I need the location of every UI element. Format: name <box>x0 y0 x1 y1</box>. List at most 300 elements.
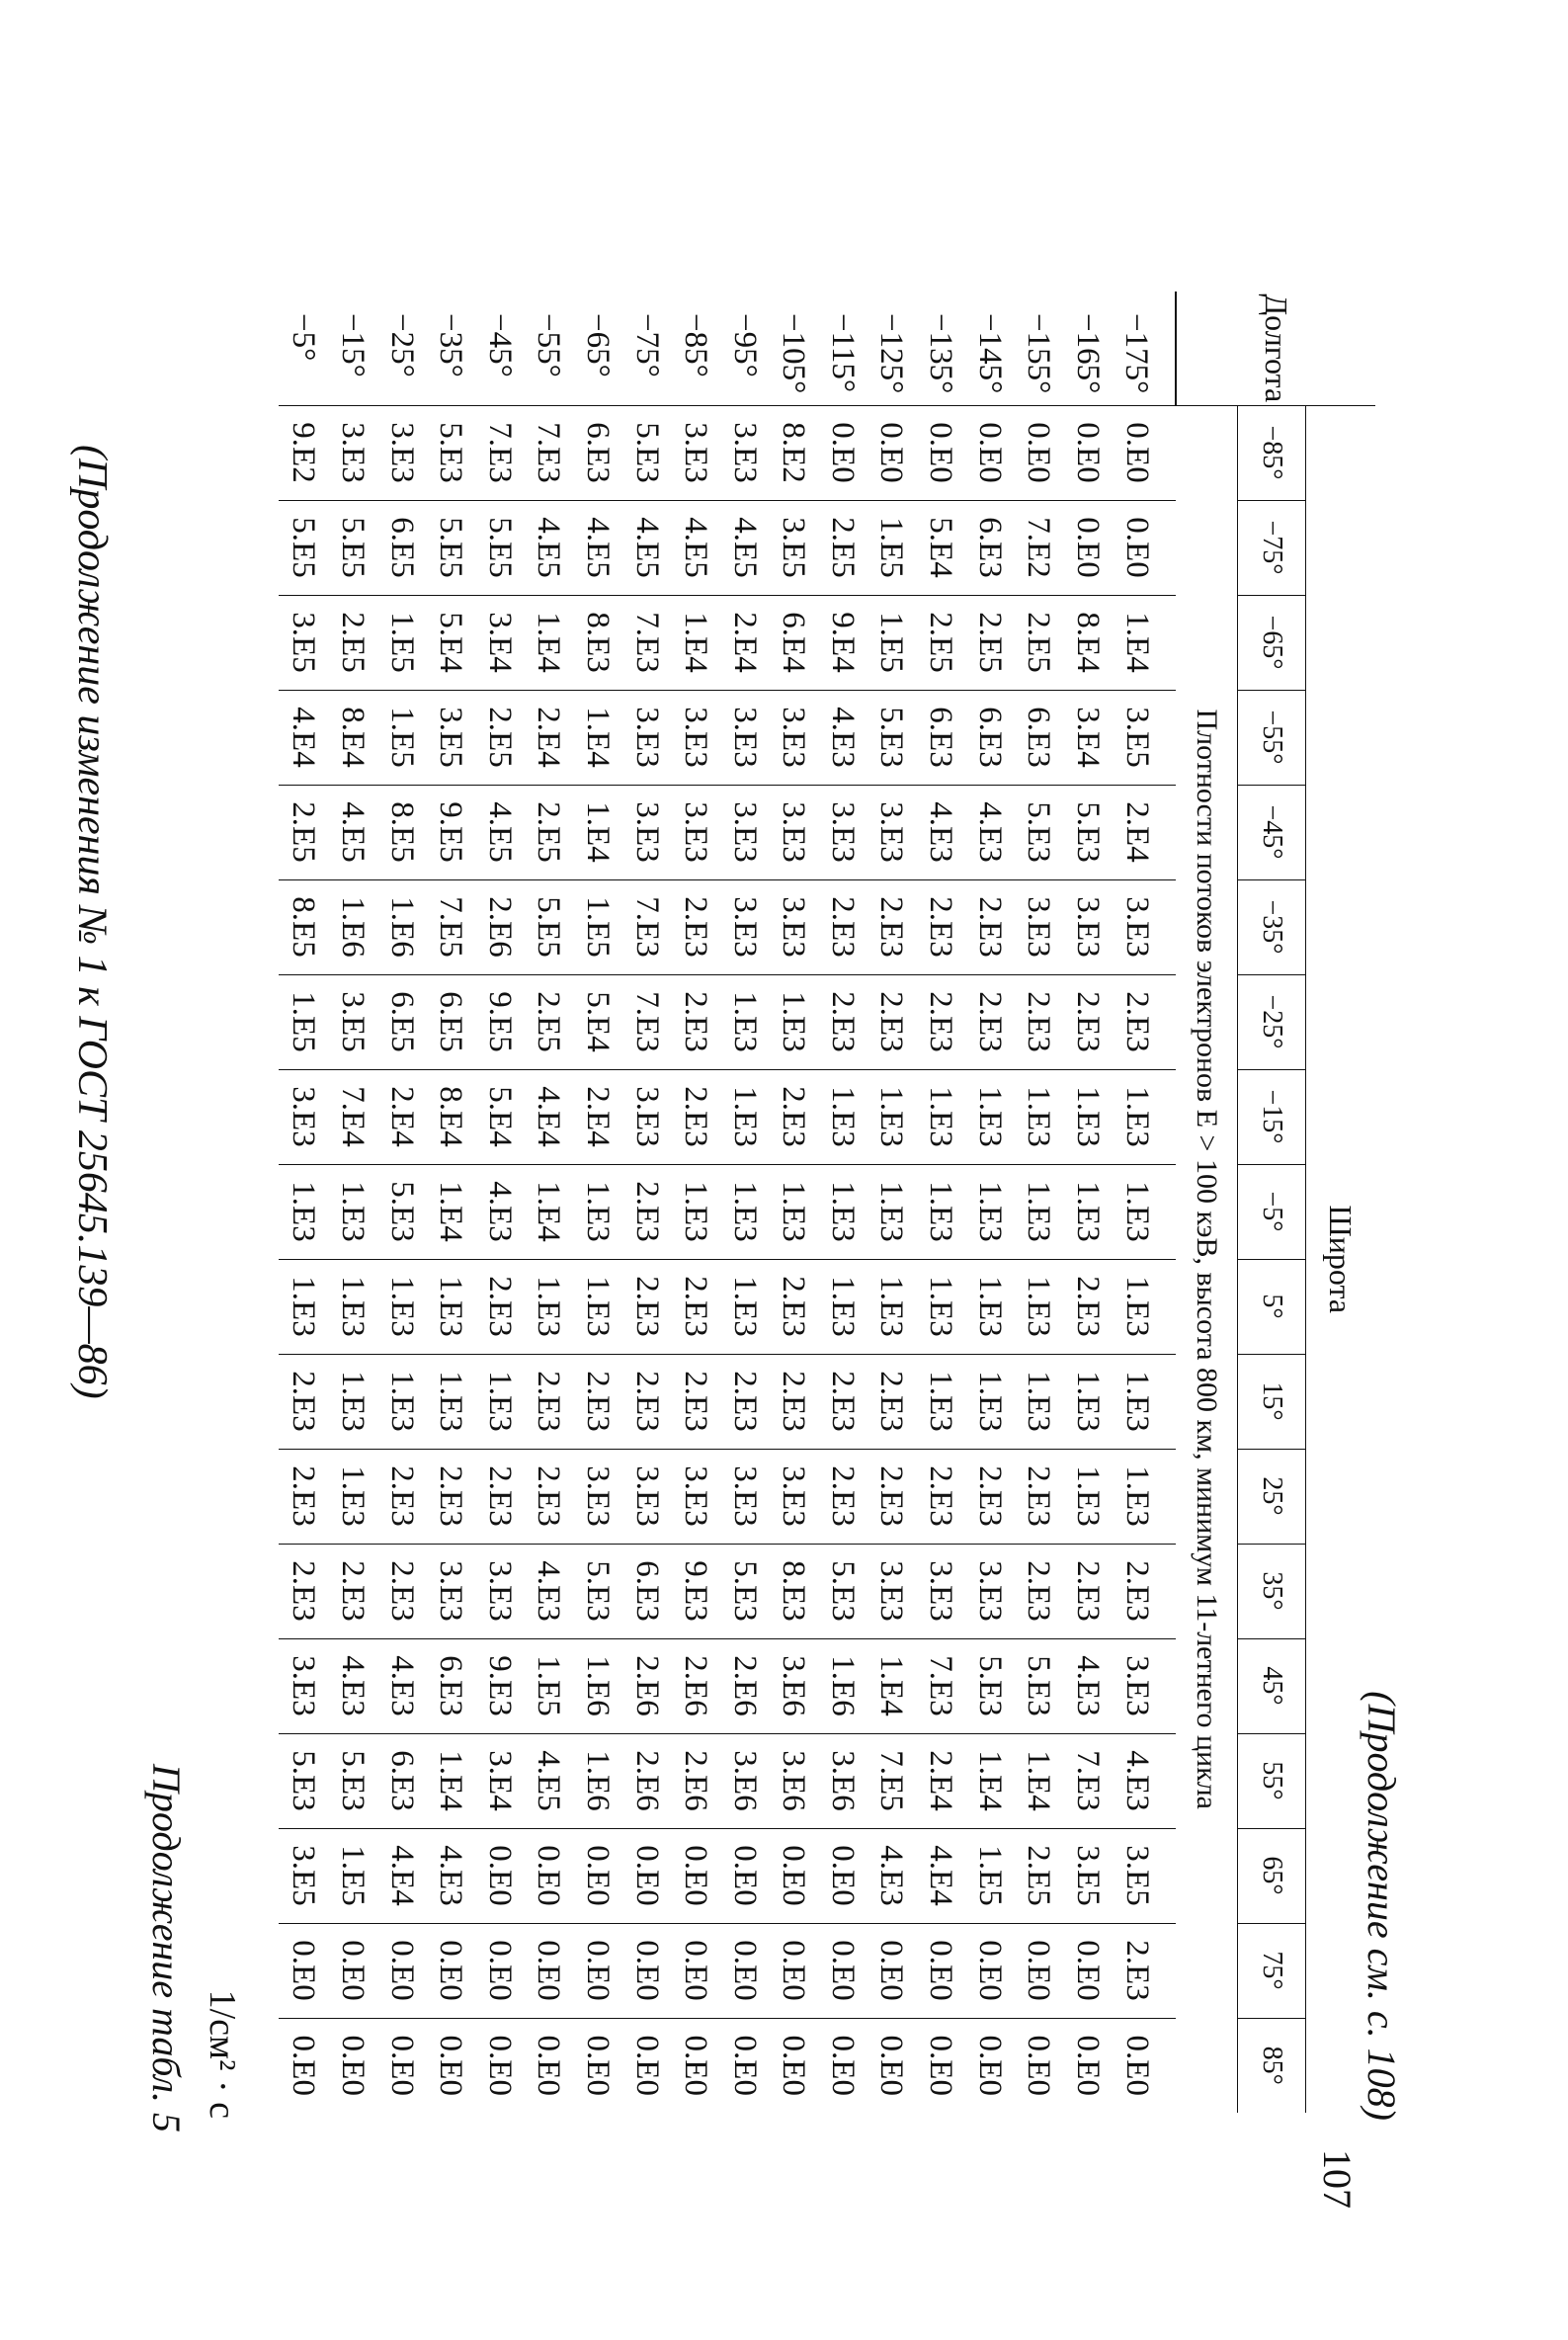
flux-value-cell: 2.E6 <box>719 1638 769 1733</box>
flux-value-cell: 9.E3 <box>671 1544 720 1638</box>
longitude-cell: −15° <box>328 292 377 405</box>
flux-value-cell: 3.E3 <box>1014 879 1063 974</box>
flux-value-cell: 9.E4 <box>818 595 867 690</box>
flux-value-cell: 0.E0 <box>671 1923 720 2018</box>
flux-value-cell: 1.E3 <box>524 1259 573 1354</box>
flux-value-cell: 5.E3 <box>621 405 671 500</box>
flux-value-cell: 5.E4 <box>474 1069 524 1164</box>
flux-value-cell: 4.E4 <box>279 690 328 785</box>
flux-value-cell: 0.E0 <box>1069 2035 1106 2096</box>
flux-value-cell: 1.E3 <box>1014 1069 1063 1164</box>
flux-value-cell: 5.E5 <box>474 500 524 595</box>
latitude-column-header: −35° <box>1238 879 1306 974</box>
flux-value-cell: 1.E3 <box>964 1259 1014 1354</box>
flux-value-cell: 7.E3 <box>524 405 573 500</box>
table-row <box>916 292 965 2113</box>
longitude-cell: −25° <box>376 292 426 405</box>
latitude-header: Широта <box>1306 405 1376 2113</box>
flux-value-cell: 2.E3 <box>376 1449 426 1544</box>
flux-value-cell: 1.E3 <box>279 1259 328 1354</box>
longitude-cell: −75° <box>621 292 671 405</box>
flux-value-cell: 4.E3 <box>916 785 965 879</box>
flux-value-cell: 1.E3 <box>916 1259 965 1354</box>
flux-value-cell: 0.E0 <box>964 405 1014 500</box>
flux-value-cell: 3.E3 <box>719 690 769 785</box>
flux-value-cell: 0.E0 <box>279 1923 328 2018</box>
flux-value-cell: 2.E3 <box>964 1449 1014 1544</box>
flux-value-cell: 2.E3 <box>279 1449 328 1544</box>
flux-value-cell: 3.E5 <box>328 974 377 1069</box>
latitude-column-header: −25° <box>1238 974 1306 1069</box>
flux-value-cell: 2.E3 <box>1014 1544 1063 1638</box>
flux-value-cell: 0.E0 <box>1062 405 1112 500</box>
latitude-column-header: 85° <box>1238 2018 1306 2113</box>
longitude-cell: −85° <box>671 292 720 405</box>
flux-value-cell: 5.E5 <box>426 500 475 595</box>
flux-value-cell: 6.E3 <box>376 1733 426 1828</box>
flux-value-cell: 1.E3 <box>328 1449 377 1544</box>
flux-value-cell: 2.E6 <box>474 879 524 974</box>
flux-value-cell: 8.E3 <box>573 595 622 690</box>
flux-value-cell: 0.E0 <box>286 2035 322 2096</box>
flux-value-cell: 1.E3 <box>719 974 769 1069</box>
flux-value-cell: 0.E0 <box>433 2035 469 2096</box>
flux-value-cell: 1.E3 <box>328 1164 377 1259</box>
flux-value-cell: 0.E0 <box>481 2035 518 2096</box>
flux-value-cell: 9.E3 <box>474 1638 524 1733</box>
flux-value-cell: 0.E0 <box>719 1923 769 2018</box>
flux-value-cell: 2.E3 <box>1112 974 1176 1069</box>
flux-value-cell: 3.E3 <box>671 1449 720 1544</box>
flux-value-cell: 4.E5 <box>524 1733 573 1828</box>
flux-value-cell: 5.E3 <box>964 1638 1014 1733</box>
longitude-cell: −35° <box>426 292 475 405</box>
flux-value-cell: 0.E0 <box>1062 500 1112 595</box>
flux-value-cell: 5.E3 <box>279 1733 328 1828</box>
flux-value-cell: 2.E3 <box>1062 1544 1112 1638</box>
latitude-column-header: 75° <box>1238 1923 1306 2018</box>
flux-value-cell: 4.E5 <box>328 785 377 879</box>
flux-value-cell: 1.E6 <box>573 1733 622 1828</box>
flux-value-cell: 3.E3 <box>671 405 720 500</box>
flux-value-cell: 4.E3 <box>1062 1638 1112 1733</box>
flux-value-cell: 2.E5 <box>1014 595 1063 690</box>
latitude-column-header: −5° <box>1238 1164 1306 1259</box>
flux-value-cell: 7.E3 <box>474 405 524 500</box>
flux-value-cell: 0.E0 <box>1062 1923 1112 2018</box>
flux-value-cell: 1.E5 <box>964 1828 1014 1923</box>
flux-value-cell: 0.E0 <box>621 1828 671 1923</box>
flux-value-cell: 5.E3 <box>867 690 916 785</box>
flux-value-cell: 0.E0 <box>818 1923 867 2018</box>
flux-value-cell: 0.E0 <box>383 2035 420 2096</box>
flux-value-cell: 4.E3 <box>376 1638 426 1733</box>
flux-value-cell: 2.E4 <box>719 595 769 690</box>
flux-value-cell: 2.E3 <box>769 1259 818 1354</box>
flux-value-cell: 2.E3 <box>279 1354 328 1449</box>
table-row <box>964 292 1014 2113</box>
flux-value-cell: 1.E3 <box>279 1164 328 1259</box>
longitude-cell: −135° <box>916 292 965 405</box>
table-row <box>474 292 524 2113</box>
flux-value-cell: 1.E6 <box>818 1638 867 1733</box>
flux-value-cell: 6.E5 <box>426 974 475 1069</box>
flux-value-cell: 1.E5 <box>524 1638 573 1733</box>
page-number: 107 <box>1315 2149 1360 2209</box>
flux-value-cell: 7.E4 <box>328 1069 377 1164</box>
table-row <box>1014 292 1063 2113</box>
flux-value-cell: 3.E6 <box>719 1733 769 1828</box>
flux-value-cell: 4.E3 <box>328 1638 377 1733</box>
flux-value-cell: 0.E0 <box>621 1923 671 2018</box>
table-row <box>867 292 916 2113</box>
flux-value-cell: 1.E4 <box>524 595 573 690</box>
flux-value-cell: 0.E0 <box>678 2035 714 2096</box>
flux-value-cell: 7.E5 <box>867 1733 916 1828</box>
flux-value-cell: 2.E3 <box>1112 1923 1176 2018</box>
flux-value-cell: 1.E5 <box>376 690 426 785</box>
flux-value-cell: 2.E3 <box>867 879 916 974</box>
flux-value-cell: 2.E3 <box>573 1354 622 1449</box>
flux-value-cell: 0.E0 <box>1014 1923 1063 2018</box>
flux-value-cell: 6.E5 <box>376 974 426 1069</box>
flux-value-cell: 4.E3 <box>474 1164 524 1259</box>
flux-value-cell: 6.E3 <box>964 500 1014 595</box>
flux-value-cell: 6.E3 <box>964 690 1014 785</box>
flux-value-cell: 8.E3 <box>769 1544 818 1638</box>
flux-value-cell: 5.E5 <box>279 500 328 595</box>
flux-value-cell: 1.E3 <box>719 1069 769 1164</box>
flux-value-cell: 0.E0 <box>916 1923 965 2018</box>
flux-value-cell: 1.E3 <box>867 1069 916 1164</box>
longitude-cell: −145° <box>964 292 1014 405</box>
flux-value-cell: 3.E3 <box>279 1638 328 1733</box>
latitude-column-header: −55° <box>1238 690 1306 785</box>
flux-value-cell: 0.E0 <box>726 2035 763 2096</box>
flux-value-cell: 3.E5 <box>279 1828 328 1923</box>
latitude-column-header: 55° <box>1238 1733 1306 1828</box>
flux-value-cell: 2.E4 <box>1112 785 1176 879</box>
flux-value-cell: 0.E0 <box>769 1923 818 2018</box>
flux-value-cell: 8.E5 <box>279 879 328 974</box>
flux-value-cell: 3.E3 <box>1112 1638 1176 1733</box>
flux-value-cell: 0.E0 <box>474 1923 524 2018</box>
flux-value-cell: 3.E3 <box>621 1069 671 1164</box>
longitude-cell: −5° <box>279 292 328 405</box>
flux-value-cell: 0.E0 <box>1112 500 1176 595</box>
flux-value-cell: 1.E3 <box>1112 1164 1176 1259</box>
flux-value-cell: 2.E3 <box>916 879 965 974</box>
flux-value-cell: 2.E3 <box>818 974 867 1069</box>
flux-value-cell: 4.E4 <box>916 1828 965 1923</box>
flux-value-cell: 1.E3 <box>1062 1354 1112 1449</box>
flux-value-cell: 2.E3 <box>818 1449 867 1544</box>
table-row <box>1062 292 1112 2113</box>
flux-value-cell: 1.E3 <box>964 1354 1014 1449</box>
flux-value-cell: 1.E3 <box>474 1354 524 1449</box>
flux-value-cell: 0.E0 <box>328 1923 377 2018</box>
flux-value-cell: 6.E3 <box>621 1544 671 1638</box>
flux-value-cell: 2.E5 <box>279 785 328 879</box>
units-label: 1/см² · с <box>202 1989 243 2119</box>
flux-value-cell: 2.E3 <box>621 1354 671 1449</box>
latitude-column-header: 45° <box>1238 1638 1306 1733</box>
flux-value-cell: 3.E3 <box>719 785 769 879</box>
flux-value-cell: 3.E5 <box>426 690 475 785</box>
flux-value-cell: 4.E3 <box>818 690 867 785</box>
flux-value-cell: 1.E3 <box>426 1354 475 1449</box>
flux-value-cell: 2.E3 <box>867 1354 916 1449</box>
flux-value-cell: 2.E3 <box>328 1544 377 1638</box>
flux-value-cell: 2.E3 <box>1014 1449 1063 1544</box>
flux-value-cell: 1.E3 <box>964 1164 1014 1259</box>
flux-value-cell: 1.E3 <box>769 1164 818 1259</box>
flux-value-cell: 2.E3 <box>867 1449 916 1544</box>
flux-value-cell: 2.E3 <box>621 1164 671 1259</box>
flux-value-cell: 1.E3 <box>1112 1449 1176 1544</box>
flux-value-cell: 1.E5 <box>376 595 426 690</box>
flux-value-cell: 5.E3 <box>818 1544 867 1638</box>
flux-value-cell: 1.E3 <box>916 1069 965 1164</box>
flux-value-cell: 1.E3 <box>719 1164 769 1259</box>
flux-value-cell: 2.E3 <box>1112 1544 1176 1638</box>
flux-value-cell: 3.E5 <box>1112 1828 1176 1923</box>
longitude-cell: −125° <box>867 292 916 405</box>
longitude-cell: −65° <box>573 292 622 405</box>
flux-value-cell: 8.E4 <box>1062 595 1112 690</box>
flux-value-cell: 3.E3 <box>671 690 720 785</box>
longitude-cell: −175° <box>1112 292 1176 405</box>
flux-value-cell: 2.E3 <box>474 1259 524 1354</box>
flux-value-cell: 1.E3 <box>769 974 818 1069</box>
flux-value-cell: 1.E4 <box>964 1733 1014 1828</box>
flux-value-cell: 2.E4 <box>916 1733 965 1828</box>
longitude-cell: −115° <box>818 292 867 405</box>
flux-value-cell: 5.E3 <box>328 1733 377 1828</box>
flux-value-cell: 4.E4 <box>524 1069 573 1164</box>
flux-value-cell: 4.E4 <box>376 1828 426 1923</box>
flux-value-cell: 2.E3 <box>719 1354 769 1449</box>
flux-value-cell: 1.E3 <box>1062 1164 1112 1259</box>
flux-value-cell: 5.E5 <box>524 879 573 974</box>
flux-value-cell: 1.E3 <box>916 1164 965 1259</box>
flux-value-cell: 2.E3 <box>426 1449 475 1544</box>
flux-value-cell: 6.E3 <box>916 690 965 785</box>
flux-value-cell: 7.E3 <box>1062 1733 1112 1828</box>
flux-value-cell: 1.E4 <box>573 785 622 879</box>
flux-value-cell: 5.E3 <box>719 1544 769 1638</box>
flux-value-cell: 3.E3 <box>426 1544 475 1638</box>
longitude-cell: −105° <box>769 292 818 405</box>
flux-value-cell: 3.E5 <box>279 595 328 690</box>
flux-value-cell: 1.E3 <box>1014 1164 1063 1259</box>
flux-value-cell: 1.E3 <box>671 1164 720 1259</box>
flux-value-cell: 3.E4 <box>474 595 524 690</box>
flux-value-cell: 6.E3 <box>426 1638 475 1733</box>
flux-value-cell: 1.E5 <box>328 1828 377 1923</box>
latitude-columns-row <box>1238 292 1306 2113</box>
flux-value-cell: 3.E3 <box>474 1544 524 1638</box>
flux-value-cell: 5.E3 <box>573 1544 622 1638</box>
latitude-column-header: −15° <box>1238 1069 1306 1164</box>
flux-value-cell: 6.E3 <box>573 405 622 500</box>
flux-value-cell: 7.E3 <box>621 974 671 1069</box>
longitude-cell: −55° <box>524 292 573 405</box>
flux-value-cell: 3.E4 <box>1062 690 1112 785</box>
flux-value-cell: 5.E4 <box>426 595 475 690</box>
flux-value-cell: 2.E3 <box>964 974 1014 1069</box>
flux-value-cell: 5.E4 <box>916 500 965 595</box>
table-body <box>279 292 1176 2113</box>
flux-value-cell: 9.E5 <box>474 974 524 1069</box>
flux-value-cell: 5.E3 <box>426 405 475 500</box>
flux-value-cell: 3.E3 <box>719 879 769 974</box>
flux-value-cell: 1.E3 <box>916 1354 965 1449</box>
latitude-column-header: −65° <box>1238 595 1306 690</box>
flux-value-cell: 3.E5 <box>1112 690 1176 785</box>
flux-value-cell: 4.E3 <box>964 785 1014 879</box>
latitude-column-header: −75° <box>1238 500 1306 595</box>
flux-value-cell: 0.E0 <box>867 1923 916 2018</box>
flux-value-cell: 1.E3 <box>818 1164 867 1259</box>
table-row <box>719 292 769 2113</box>
flux-value-cell: 3.E4 <box>474 1733 524 1828</box>
flux-value-cell: 2.E3 <box>474 1449 524 1544</box>
flux-value-cell: 8.E2 <box>769 405 818 500</box>
flux-value-cell: 0.E0 <box>873 2035 910 2096</box>
flux-value-cell: 1.E5 <box>573 879 622 974</box>
flux-value-cell: 1.E3 <box>818 1069 867 1164</box>
flux-value-cell: 3.E3 <box>621 690 671 785</box>
flux-value-cell: 3.E3 <box>719 405 769 500</box>
flux-value-cell: 3.E3 <box>769 879 818 974</box>
flux-value-cell: 0.E0 <box>628 2035 665 2096</box>
flux-value-cell: 1.E6 <box>573 1638 622 1733</box>
flux-value-cell: 1.E3 <box>376 1259 426 1354</box>
flux-value-cell: 2.E5 <box>328 595 377 690</box>
flux-value-cell: 1.E4 <box>524 1164 573 1259</box>
flux-value-cell: 2.E5 <box>818 500 867 595</box>
flux-value-cell: 2.E4 <box>573 1069 622 1164</box>
flux-value-cell: 4.E5 <box>719 500 769 595</box>
flux-value-cell: 0.E0 <box>335 2035 371 2096</box>
flux-value-cell: 3.E3 <box>769 690 818 785</box>
flux-value-cell: 0.E0 <box>824 2035 861 2096</box>
flux-value-cell: 1.E3 <box>1062 1069 1112 1164</box>
flux-value-cell: 4.E5 <box>671 500 720 595</box>
flux-value-cell: 1.E3 <box>719 1259 769 1354</box>
flux-value-cell: 1.E4 <box>573 690 622 785</box>
flux-value-cell: 0.E0 <box>531 2035 567 2096</box>
flux-value-cell: 2.E5 <box>524 785 573 879</box>
flux-value-cell: 2.E6 <box>671 1638 720 1733</box>
flux-value-cell: 3.E3 <box>328 405 377 500</box>
flux-value-cell: 9.E5 <box>426 785 475 879</box>
flux-value-cell: 7.E5 <box>426 879 475 974</box>
flux-value-cell: 2.E3 <box>671 1259 720 1354</box>
flux-value-cell: 2.E5 <box>1014 1828 1063 1923</box>
flux-value-cell: 0.E0 <box>1119 2035 1155 2096</box>
flux-value-cell: 7.E2 <box>1014 500 1063 595</box>
flux-value-cell: 4.E3 <box>524 1544 573 1638</box>
flux-value-cell: 0.E0 <box>818 405 867 500</box>
flux-value-cell: 2.E3 <box>671 974 720 1069</box>
data-table <box>279 292 1375 2113</box>
flux-value-cell: 1.E5 <box>867 595 916 690</box>
flux-value-cell: 3.E5 <box>769 500 818 595</box>
flux-value-cell: 2.E3 <box>671 879 720 974</box>
latitude-column-header: 35° <box>1238 1544 1306 1638</box>
flux-value-cell: 1.E3 <box>867 1259 916 1354</box>
flux-value-cell: 2.E6 <box>671 1733 720 1828</box>
flux-value-cell: 1.E4 <box>867 1638 916 1733</box>
table-row <box>621 292 671 2113</box>
flux-value-cell: 7.E3 <box>621 879 671 974</box>
flux-value-cell: 2.E3 <box>671 1069 720 1164</box>
longitude-cell: −45° <box>474 292 524 405</box>
flux-value-cell: 6.E5 <box>376 500 426 595</box>
flux-value-cell: 0.E0 <box>573 1923 622 2018</box>
flux-value-cell: 5.E4 <box>573 974 622 1069</box>
table-row <box>671 292 720 2113</box>
flux-value-cell: 1.E3 <box>818 1259 867 1354</box>
flux-value-cell: 1.E3 <box>328 1259 377 1354</box>
flux-value-cell: 1.E3 <box>1062 1449 1112 1544</box>
flux-value-cell: 3.E3 <box>573 1449 622 1544</box>
flux-value-cell: 2.E3 <box>916 1449 965 1544</box>
flux-value-cell: 1.E3 <box>376 1354 426 1449</box>
flux-value-cell: 2.E3 <box>818 1354 867 1449</box>
flux-value-cell: 1.E3 <box>964 1069 1014 1164</box>
table-subtitle: Плотности потоков электронов E > 100 кэВ, высота 800 км, минимум 11-летнего цикла <box>1191 709 1223 1809</box>
flux-value-cell: 0.E0 <box>867 405 916 500</box>
flux-value-cell: 0.E0 <box>579 2035 616 2096</box>
continuation-footer: (Продолжение см. с. 108) <box>1360 1691 1404 2121</box>
flux-value-cell: 3.E3 <box>916 1544 965 1638</box>
flux-value-cell: 3.E3 <box>769 1449 818 1544</box>
flux-value-cell: 0.E0 <box>769 1828 818 1923</box>
flux-value-cell: 2.E3 <box>916 974 965 1069</box>
flux-value-cell: 2.E5 <box>524 974 573 1069</box>
flux-value-cell: 2.E4 <box>376 1069 426 1164</box>
flux-value-cell: 7.E3 <box>621 595 671 690</box>
flux-value-cell: 4.E5 <box>621 500 671 595</box>
flux-value-cell: 5.E3 <box>376 1164 426 1259</box>
flux-value-cell: 3.E3 <box>1062 879 1112 974</box>
flux-value-cell: 2.E5 <box>474 690 524 785</box>
flux-value-cell: 5.E5 <box>328 500 377 595</box>
flux-value-cell: 2.E3 <box>1062 974 1112 1069</box>
flux-value-cell: 3.E3 <box>964 1544 1014 1638</box>
flux-value-cell: 2.E5 <box>964 595 1014 690</box>
flux-value-cell: 0.E0 <box>1112 405 1176 500</box>
flux-value-cell: 6.E4 <box>769 595 818 690</box>
flux-value-cell: 3.E6 <box>769 1638 818 1733</box>
table-continuation-label: Продолжение табл. 5 <box>144 1763 189 2132</box>
flux-value-cell: 2.E3 <box>671 1354 720 1449</box>
flux-value-cell: 2.E3 <box>867 974 916 1069</box>
flux-value-cell: 5.E3 <box>1014 1638 1063 1733</box>
flux-value-cell: 3.E3 <box>818 785 867 879</box>
flux-value-cell: 0.E0 <box>916 405 965 500</box>
latitude-column-header: 65° <box>1238 1828 1306 1923</box>
flux-value-cell: 3.E3 <box>279 1069 328 1164</box>
latitude-column-header: −85° <box>1238 405 1306 500</box>
latitude-column-header: 5° <box>1238 1259 1306 1354</box>
flux-value-cell: 0.E0 <box>426 1923 475 2018</box>
table-row <box>328 292 377 2113</box>
flux-value-cell: 2.E3 <box>769 1354 818 1449</box>
